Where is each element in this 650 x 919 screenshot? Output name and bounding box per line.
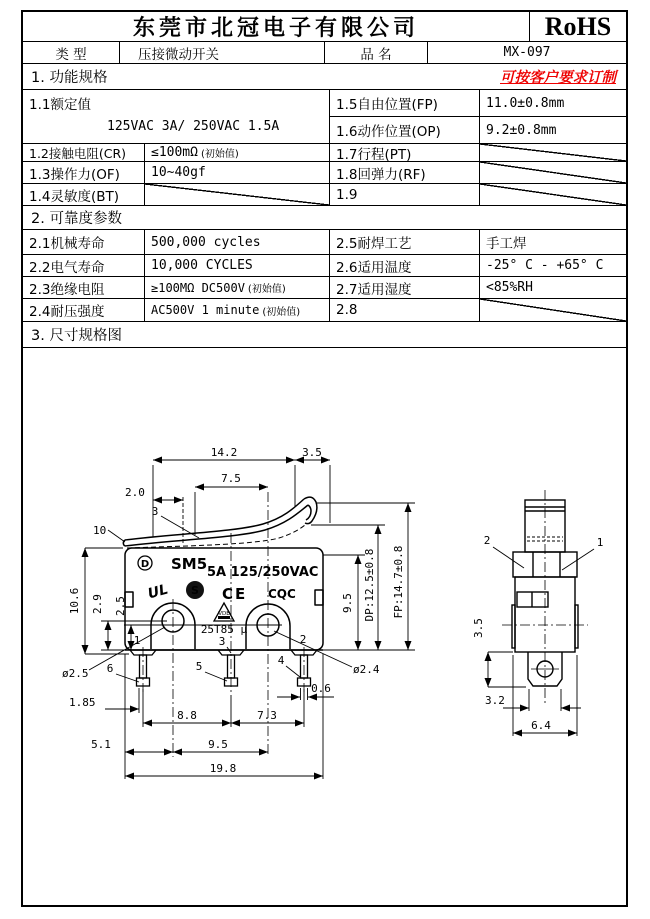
section3-title: 3. 尺寸规格图 xyxy=(31,328,122,344)
dim-hole1-dia: ø2.5 xyxy=(62,667,89,680)
fp-value: 11.0±0.8mm xyxy=(486,95,565,111)
pt-value-blank xyxy=(480,144,626,161)
product-name-label: 品 名 xyxy=(325,42,428,63)
vde-approval-code: 25T85 μ xyxy=(200,623,248,636)
op-row xyxy=(330,117,626,143)
cr-value-cell xyxy=(145,144,330,161)
rated-label: 1.1额定值 xyxy=(29,97,91,113)
dielectric-row xyxy=(23,299,626,322)
dim-tip-width: 3.5 xyxy=(302,446,322,459)
company-name: 东莞市北冠电子有限公司 xyxy=(23,12,530,41)
dim-pin-pitch2: 7.3 xyxy=(257,709,277,722)
mech-value: 500,000 cycles xyxy=(145,230,330,254)
callout-3-lever: 3 xyxy=(151,505,159,518)
dim-lever-offset: 2.0 xyxy=(125,486,145,499)
ir-label: 2.3绝缘电阻 xyxy=(23,277,145,298)
callout-side-2: 2 xyxy=(483,534,491,547)
dwv-value-cell xyxy=(145,299,330,321)
bt-label: 1.4灵敏度(BT) xyxy=(23,184,145,205)
callout-2: 2 xyxy=(299,633,307,646)
of-label: 1.3操作力(OF) xyxy=(23,162,145,183)
vde-letters: VDE xyxy=(218,611,230,617)
pt-label: 1.7行程(PT) xyxy=(330,144,480,161)
dim-pin-offset: 1.85 xyxy=(69,696,96,709)
dim-body-right-height: 9.5 xyxy=(341,593,354,613)
ir-note: (初始值) xyxy=(247,284,286,295)
weld-value: 手工焊 xyxy=(486,236,527,252)
rated-value: 125VAC 3A/ 250VAC 1.5A xyxy=(107,119,280,134)
dimension-drawing xyxy=(23,348,626,905)
rohs-badge: RoHS xyxy=(544,12,612,41)
callout-10: 10 xyxy=(93,524,107,537)
cr-label: 1.2接触电阻(CR) xyxy=(23,144,145,161)
dimension-labels xyxy=(62,446,551,775)
op-label: 1.6动作位置(OP) xyxy=(330,117,480,143)
body-markings xyxy=(138,555,318,636)
meta-row xyxy=(23,42,626,64)
ir-value-cell xyxy=(145,277,330,298)
elec-label: 2.2电气寿命 xyxy=(23,255,145,276)
ul-logo: UL xyxy=(146,581,170,603)
section1-title: 1. 功能规格 xyxy=(31,70,108,86)
dim-top-width: 14.2 xyxy=(210,446,238,459)
dim-side-height: 3.5 xyxy=(472,618,485,638)
callout-side-1: 1 xyxy=(596,536,604,549)
section3-header xyxy=(23,322,626,348)
dim-pin-width: 0.6 xyxy=(311,682,331,695)
temp-value: -25° C - +65° C xyxy=(486,258,604,273)
callout-6: 6 xyxy=(106,662,114,675)
dim-fp: FP:14.7±0.8 xyxy=(392,545,405,619)
rating-marking: 5A 125/250VAC xyxy=(207,565,319,580)
r19-label: 1.9 xyxy=(330,184,480,205)
dim-lever-mid: 7.5 xyxy=(221,472,241,485)
cert-circle-letter: S xyxy=(191,584,199,597)
cqc-logo: CQC xyxy=(268,587,296,601)
of-value: 10~40gf xyxy=(145,162,330,183)
section1-header xyxy=(23,64,626,90)
dim-hole2-dia: ø2.4 xyxy=(353,663,380,676)
section2-title: 2. 可靠度参数 xyxy=(31,211,122,227)
dim-side-width: 6.4 xyxy=(531,719,551,732)
callout-1: 1 xyxy=(133,634,141,647)
dim-hole-pitch: 9.5 xyxy=(208,738,228,751)
type-value: 压接微动开关 xyxy=(120,42,325,63)
temp-label: 2.6适用温度 xyxy=(330,255,480,276)
mechanical-life-row xyxy=(23,230,626,255)
fp-row xyxy=(330,90,626,117)
elec-value: 10,000 CYCLES xyxy=(145,255,330,276)
custom-order-note: 可按客户要求订制 xyxy=(500,70,616,86)
callout-5: 5 xyxy=(195,660,203,673)
weld-label: 2.5耐焊工艺 xyxy=(330,230,480,254)
rf-value-blank xyxy=(480,162,626,183)
r19-value-blank xyxy=(480,184,626,205)
type-label: 类 型 xyxy=(23,42,120,63)
dwv-value: AC500V 1 minute xyxy=(151,303,260,317)
hum-value: <85%RH xyxy=(486,280,533,295)
dim-body-height: 10.6 xyxy=(68,587,81,615)
sensitivity-row xyxy=(23,184,626,206)
dwv-label: 2.4耐压强度 xyxy=(23,299,145,321)
callout-4: 4 xyxy=(277,654,285,667)
contact-resistance-row xyxy=(23,144,626,162)
dim-hole1-height: 2.9 xyxy=(91,594,104,614)
dwv-note: (初始值) xyxy=(262,306,301,318)
fp-label: 1.5自由位置(FP) xyxy=(330,90,480,116)
d-circle-letter: D xyxy=(140,559,150,570)
section2-header xyxy=(23,206,626,230)
title-row xyxy=(23,12,626,42)
bt-value-blank xyxy=(145,184,330,205)
rated-block-row xyxy=(23,90,626,144)
dim-hole2-height: 2.5 xyxy=(114,596,127,616)
dim-total-width: 19.8 xyxy=(209,762,237,775)
dim-pin-pitch1: 8.8 xyxy=(177,709,197,722)
dim-side-tab-width: 3.2 xyxy=(485,694,505,707)
cr-note: (初始值) xyxy=(200,149,239,160)
ce-logo: CE xyxy=(222,585,248,603)
rated-cell xyxy=(23,90,330,143)
r28-value-blank xyxy=(480,299,626,321)
dim-edge-to-hole: 5.1 xyxy=(91,738,111,751)
sheet-frame xyxy=(21,10,628,907)
electrical-life-row xyxy=(23,255,626,277)
insulation-resistance-row xyxy=(23,277,626,299)
fp-op-stack xyxy=(330,90,626,143)
rf-label: 1.8回弹力(RF) xyxy=(330,162,480,183)
op-value: 9.2±0.8mm xyxy=(486,122,557,138)
product-name-value: MX-097 xyxy=(503,45,551,60)
cr-value: ≤100mΩ xyxy=(151,145,198,160)
callout-3-pin: 3 xyxy=(218,635,226,648)
ir-value: ≥100MΩ DC500V xyxy=(151,280,245,295)
dimension-lines xyxy=(85,460,581,779)
mech-label: 2.1机械寿命 xyxy=(23,230,145,254)
r28-label: 2.8 xyxy=(330,299,480,321)
dim-dp: DP:12.5±0.8 xyxy=(363,548,376,622)
hum-label: 2.7适用湿度 xyxy=(330,277,480,298)
sm5-marking: SM5 xyxy=(171,555,208,573)
operating-force-row xyxy=(23,162,626,184)
